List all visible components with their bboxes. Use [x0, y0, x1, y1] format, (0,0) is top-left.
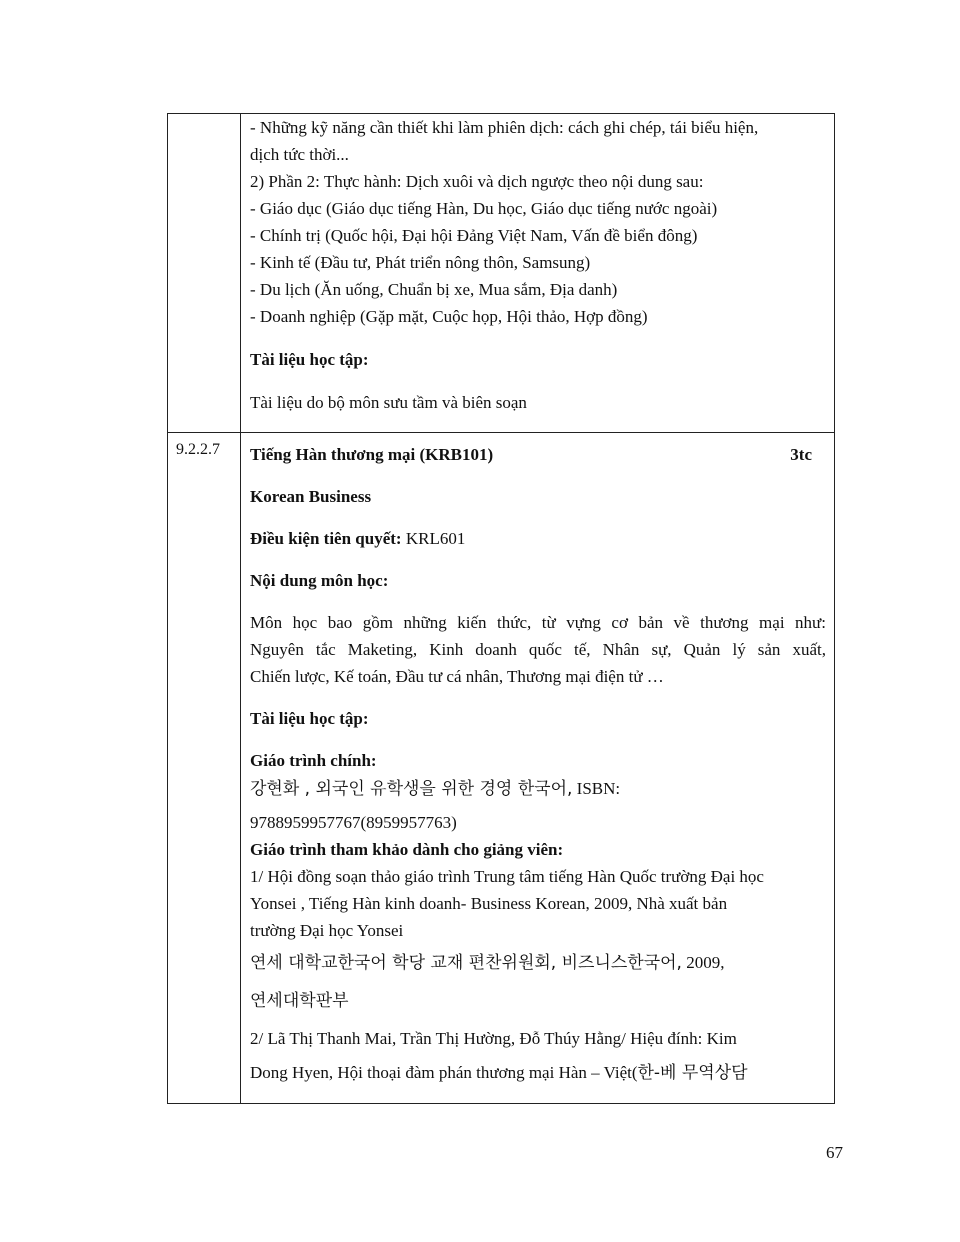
row1-line: - Những kỹ năng cần thiết khi làm phiên dịch: cách ghi chép, tái biểu hiện,	[250, 118, 759, 137]
main-textbook-heading: Giáo trình chính:	[250, 751, 377, 770]
page-number: 67	[826, 1143, 843, 1162]
materials-heading: Tài liệu học tập:	[250, 709, 369, 728]
course-title: Tiếng Hàn thương mại (KRB101)	[250, 445, 494, 464]
reference-kr-publisher: 연세대학판부	[250, 991, 349, 1011]
prereq-value: KRL601	[401, 529, 466, 548]
reference-kr: 연세 대학교한국어 학당 교재 편찬위원회, 비즈니스한국어,	[250, 953, 682, 973]
reference-kr-line	[250, 944, 826, 982]
reference-kr-title: 한-베 무역상담	[637, 1063, 748, 1083]
reference-text: Dong Hyen, Hội thoại đàm phán thương mại Hàn – Việt(	[250, 1063, 638, 1082]
materials-heading: Tài liệu học tập:	[250, 350, 369, 369]
row1-line: - Doanh nghiệp (Gặp mặt, Cuộc họp, Hội thảo, Hợp đồng)	[250, 307, 648, 326]
isbn-value: 9788959957767(8959957763)	[250, 813, 457, 832]
row1-line: 2) Phần 2: Thực hành: Dịch xuôi và dịch ngược theo nội dung sau:	[250, 172, 704, 191]
row1-line: dịch tức thời...	[250, 145, 349, 164]
course-title-line	[250, 441, 826, 468]
row1-line: - Chính trị (Quốc hội, Đại hội Đảng Việt Nam, Vấn đề biển đông)	[250, 226, 698, 245]
row1-line: - Giáo dục (Giáo dục tiếng Hàn, Du học, Giáo dục tiếng nước ngoài)	[250, 199, 718, 218]
content-line: Môn học bao gồm những kiến thức, từ vựng cơ bản về thương mại như:	[250, 613, 826, 632]
isbn-label: ISBN:	[572, 779, 621, 798]
reference-line: 1/ Hội đồng soạn thảo giáo trình Trung tâm tiếng Hàn Quốc trường Đại học	[250, 867, 764, 886]
curriculum-table	[167, 113, 835, 1104]
reference-line: trường Đại học Yonsei	[250, 921, 404, 940]
reference-line-kr	[250, 1058, 826, 1088]
main-textbook-line	[250, 774, 826, 804]
prereq-label: Điều kiện tiên quyết:	[250, 529, 402, 548]
reference-line: 2/ Lã Thị Thanh Mai, Trần Thị Hường, Đỗ Thúy Hằng/ Hiệu đính: Kim	[250, 1029, 737, 1048]
content-heading: Nội dung môn học:	[250, 571, 389, 590]
row1-line: - Kinh tế (Đầu tư, Phát triển nông thôn, Samsung)	[250, 253, 591, 272]
content-line: Chiến lược, Kế toán, Đầu tư cá nhân, Thương mại điện tử …	[250, 667, 664, 686]
row-divider	[168, 432, 834, 433]
row1-line: - Du lịch (Ăn uống, Chuẩn bị xe, Mua sắm, Địa danh)	[250, 280, 618, 299]
row2-content	[250, 441, 826, 1088]
row1-content	[250, 114, 826, 416]
reference-heading: Giáo trình tham khảo dành cho giảng viên:	[250, 840, 564, 859]
section-number: 9.2.2.7	[176, 441, 220, 458]
reference-line: Yonsei , Tiếng Hàn kinh doanh- Business Korean, 2009, Nhà xuất bản	[250, 894, 728, 913]
materials-text: Tài liệu do bộ môn sưu tầm và biên soạn	[250, 393, 527, 412]
content-line: Nguyên tắc Maketing, Kinh doanh quốc tế, Nhân sự, Quản lý sản xuất,	[250, 640, 826, 659]
credits: 3tc	[790, 445, 812, 464]
number-column	[168, 114, 241, 1103]
prerequisite	[250, 525, 826, 552]
english-title: Korean Business	[250, 487, 372, 506]
main-textbook-kr: 강현화 , 외국인 유학생을 위한 경영 한국어,	[250, 779, 573, 799]
reference-kr-year: 2009,	[681, 953, 725, 972]
